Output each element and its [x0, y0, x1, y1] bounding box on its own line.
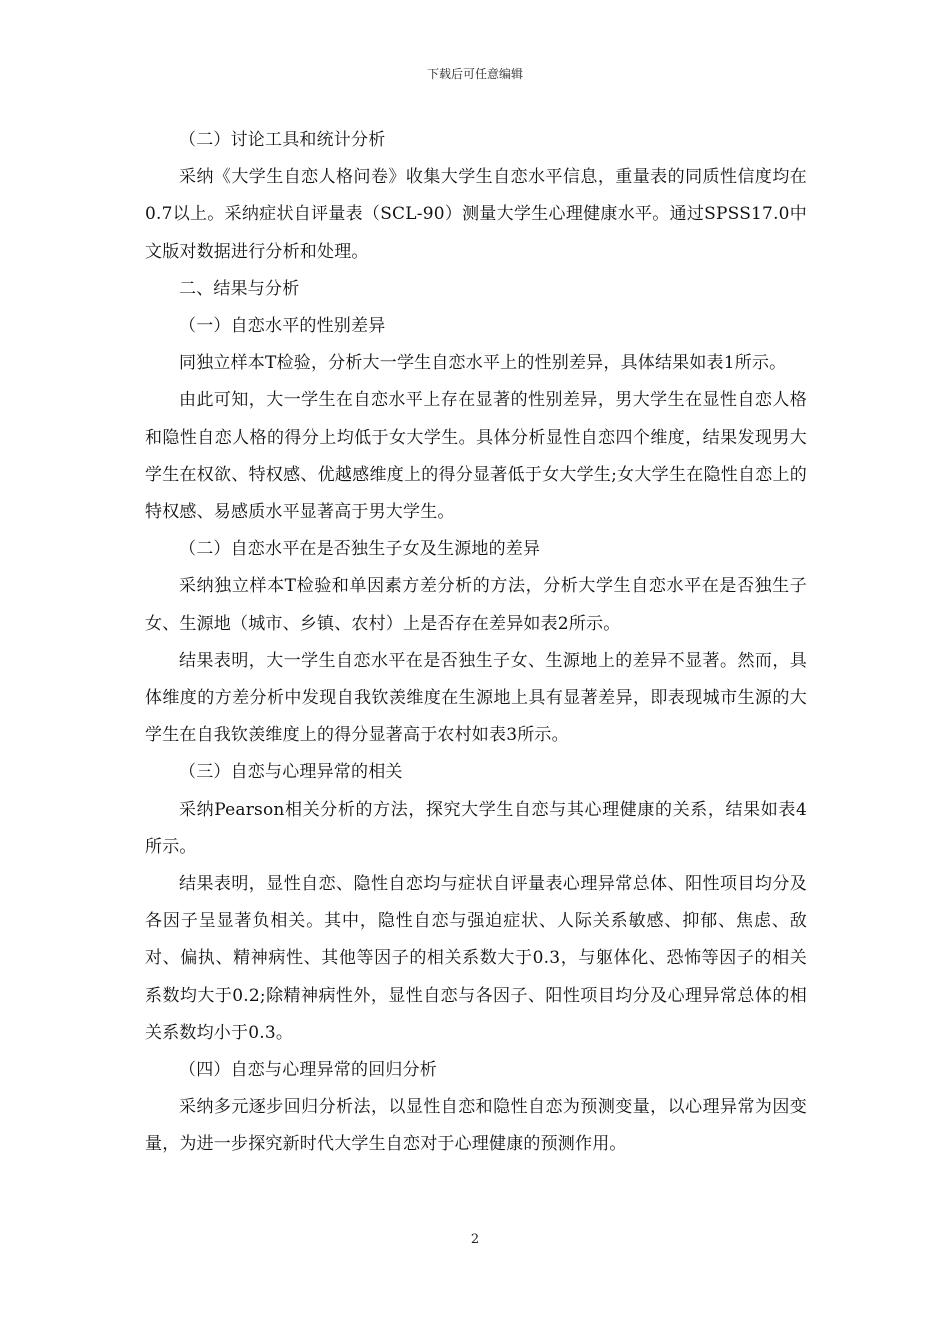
paragraph-gender-method: 同独立样本T检验，分析大一学生自恋水平上的性别差异，具体结果如表1所示。 — [179, 353, 787, 374]
paragraph-correlation-results: 结果表明，显性自恋、隐性自恋均与症状自评量表心理异常总体、阳性项目均分及各因子呈显著负相关。其中，隐性自恋与强迫症状、人际关系敏感、抑郁、焦虑、敌对、偏执、精神病性、其他等因子的相关系数大于0.3，与躯体化、恐怖等因子的相关系数均大于0.2;除精神病性外，显性自恋与各因子、阳性项目均分及心理异常总体的相关系数均小于0.3。 — [145, 874, 807, 1043]
paragraph-tools-description: 采纳《大学生自恋人格问卷》收集大学生自恋水平信息，重量表的同质性信度均在0.7以上。采纳症状自评量表（SCL-90）测量大学生心理健康水平。通过SPSS17.0中文版对数据进行分析和处理。 — [145, 167, 807, 262]
page-header: 下载后可任意编辑 — [426, 67, 523, 81]
section-heading-tools: （二）讨论工具和统计分析 — [179, 130, 386, 150]
document-body — [145, 122, 807, 1164]
section-heading-results: 二、结果与分析 — [179, 278, 300, 299]
paragraph-only-child-results: 结果表明，大一学生自恋水平在是否独生子女、生源地上的差异不显著。然而，具体维度的方差分析中发现自我钦羡维度在生源地上具有显著差异，即表现城市生源的大学生在自我钦羡维度上的得分显著高于农村如表3所示。 — [145, 650, 807, 746]
page-number: 2 — [470, 1232, 480, 1247]
paragraph-correlation-method: 采纳Pearson相关分析的方法，探究大学生自恋与其心理健康的关系，结果如表4所示。 — [145, 799, 807, 857]
paragraph-only-child-method: 采纳独立样本T检验和单因素方差分析的方法，分析大学生自恋水平在是否独生子女、生源地（城市、乡镇、农村）上是否存在差异如表2所示。 — [145, 576, 807, 634]
subsection-heading-correlation: （三）自恋与心理异常的相关 — [179, 762, 403, 783]
subsection-heading-gender: （一）自恋水平的性别差异 — [179, 316, 386, 337]
subsection-heading-regression: （四）自恋与心理异常的回归分析 — [179, 1060, 437, 1081]
paragraph-gender-results: 由此可知，大一学生在自恋水平上存在显著的性别差异，男大学生在显性自恋人格和隐性自恋人格的得分上均低于女大学生。具体分析显性自恋四个维度，结果发现男大学生在权欲、特权感、优越感维度上的得分显著低于女大学生;女大学生在隐性自恋上的特权感、易感质水平显著高于男大学生。 — [145, 390, 807, 523]
paragraph-regression-method: 采纳多元逐步回归分析法，以显性自恋和隐性自恋为预测变量，以心理异常为因变量，为进一步探究新时代大学生自恋对于心理健康的预测作用。 — [145, 1097, 807, 1155]
subsection-heading-only-child: （二）自恋水平在是否独生子女及生源地的差异 — [179, 539, 541, 560]
